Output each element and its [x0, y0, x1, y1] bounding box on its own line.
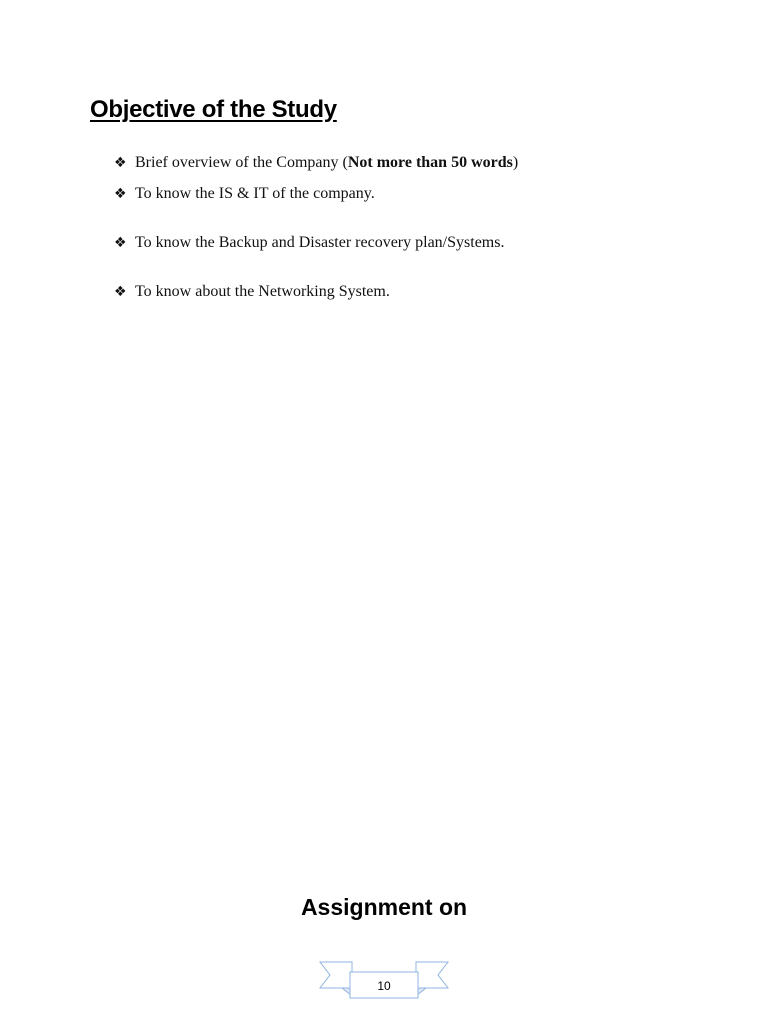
- four-diamond-bullet-icon: ❖: [114, 284, 127, 300]
- list-item-text: To know the Backup and Disaster recovery plan/Systems.: [135, 234, 505, 251]
- four-diamond-bullet-icon: ❖: [114, 155, 127, 171]
- four-diamond-bullet-icon: ❖: [114, 186, 127, 202]
- list-item-text: Brief overview of the Company (Not more than 50 words): [135, 154, 519, 171]
- list-item: [114, 183, 518, 205]
- bold-emphasis: Not more than 50 words: [347, 154, 513, 171]
- list-item: [114, 232, 518, 254]
- list-item: [114, 281, 518, 303]
- footer-heading: Assignment on: [300, 894, 468, 920]
- list-item-text: To know about the Networking System.: [135, 283, 390, 300]
- page-number: 10: [377, 979, 391, 993]
- page-title: Objective of the Study: [90, 96, 337, 123]
- four-diamond-bullet-icon: ❖: [114, 235, 127, 251]
- list-item-text: To know the IS & IT of the company.: [135, 185, 375, 202]
- list-item: [114, 152, 518, 174]
- objectives-list: [114, 152, 518, 303]
